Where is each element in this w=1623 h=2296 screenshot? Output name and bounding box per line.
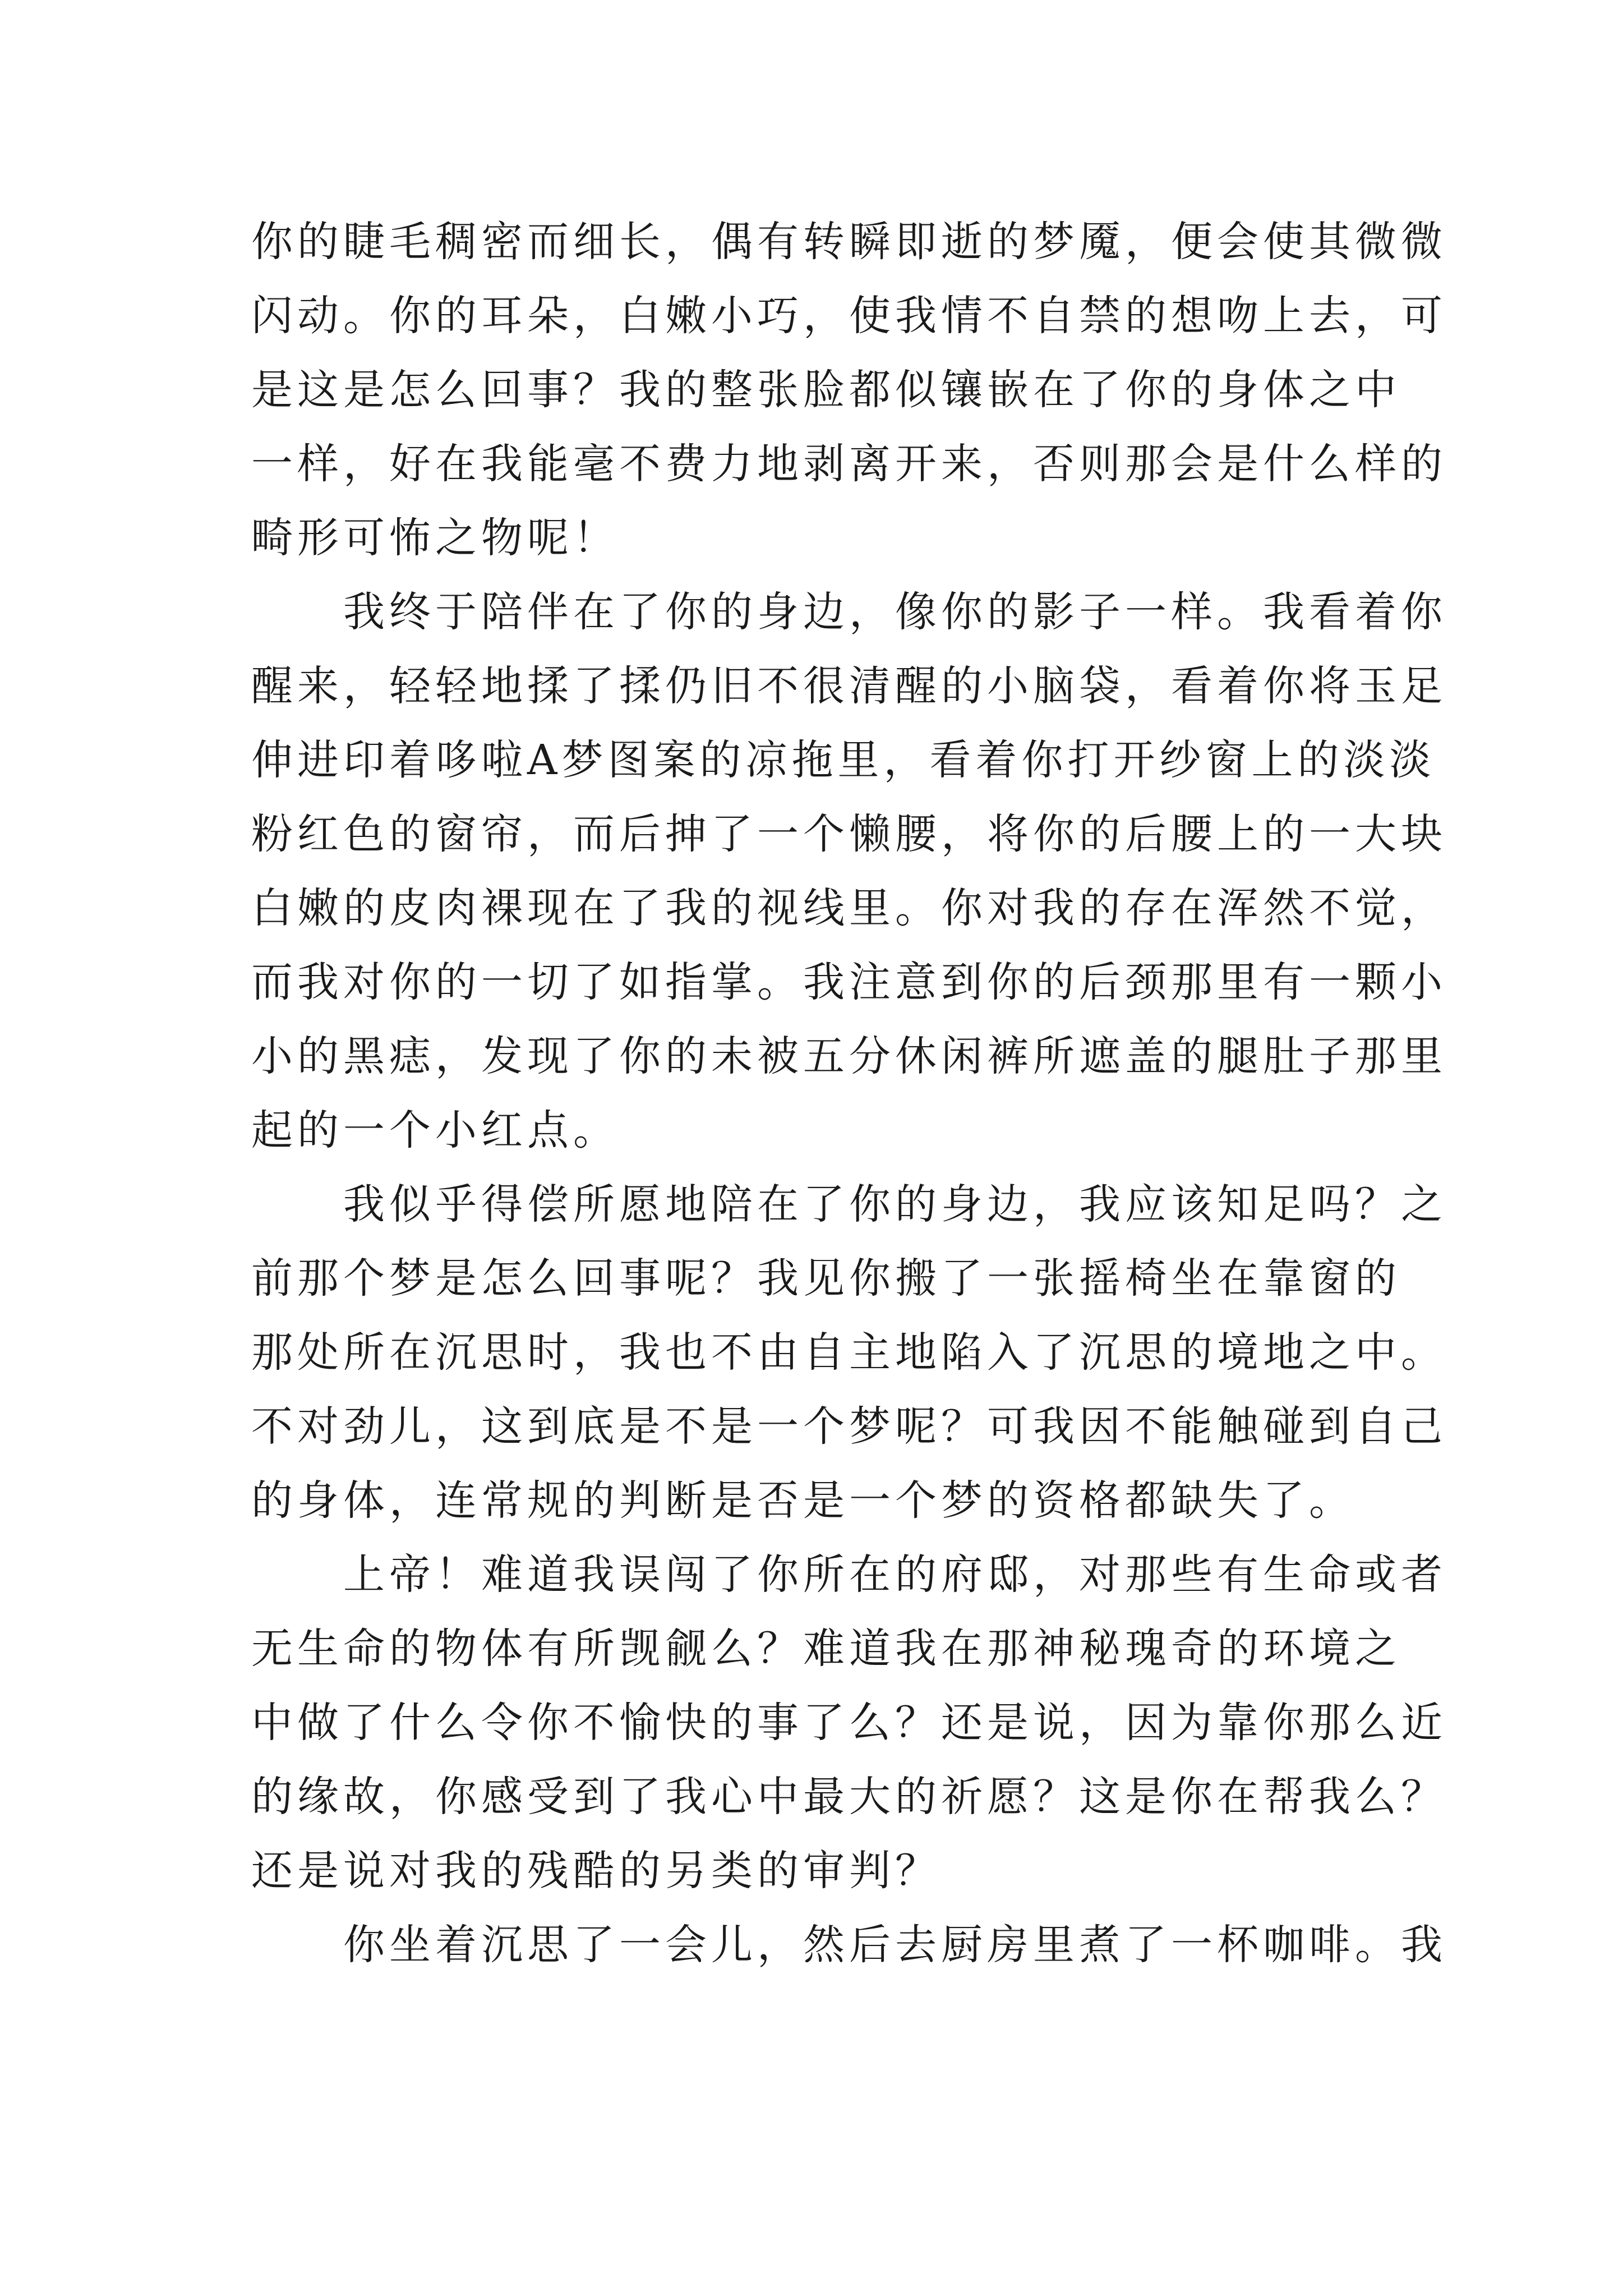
- text-line: 你的睫毛稠密而细长，偶有转瞬即逝的梦魇，便会使其微微: [251, 218, 1447, 266]
- text-line: 无生命的物体有所觊觎么？难道我在那神秘瑰奇的环境之: [251, 1625, 1401, 1673]
- text-line: 中做了什么令你不愉快的事了么？还是说，因为靠你那么近: [251, 1699, 1447, 1747]
- text-line: 伸进印着哆啦A梦图案的凉拖里，看着你打开纱窗上的淡淡: [251, 736, 1436, 784]
- text-line: 起的一个小红点。: [251, 1106, 619, 1154]
- text-line: 一样，好在我能毫不费力地剥离开来，否则那会是什么样的: [251, 440, 1447, 488]
- text-line: 还是说对我的残酷的另类的审判？: [251, 1847, 941, 1895]
- text-line: 那处所在沉思时，我也不由自主地陷入了沉思的境地之中。: [251, 1328, 1447, 1377]
- text-line: 不对劲儿，这到底是不是一个梦呢？可我因不能触碰到自己: [251, 1402, 1447, 1451]
- text-line: 的身体，连常规的判断是否是一个梦的资格都缺失了。: [251, 1476, 1355, 1525]
- text-line: 粉红色的窗帘，而后抻了一个懒腰，将你的后腰上的一大块: [251, 810, 1447, 858]
- text-line: 畸形可怖之物呢！: [251, 514, 619, 562]
- text-line: 上帝！难道我误闯了你所在的府邸，对那些有生命或者: [251, 1550, 1447, 1599]
- text-line: 你坐着沉思了一会儿，然后去厨房里煮了一杯咖啡。我: [251, 1921, 1447, 1969]
- text-line: 白嫩的皮肉裸现在了我的视线里。你对我的存在浑然不觉，: [251, 884, 1447, 932]
- text-line: 闪动。你的耳朵，白嫩小巧，使我情不自禁的想吻上去，可: [251, 292, 1447, 340]
- text-line: 是这是怎么回事？我的整张脸都似镶嵌在了你的身体之中: [251, 366, 1401, 414]
- body-text: [251, 205, 1447, 1982]
- text-line: 的缘故，你感受到了我心中最大的祈愿？这是你在帮我么？: [251, 1773, 1447, 1821]
- text-line: 我终于陪伴在了你的身边，像你的影子一样。我看着你: [251, 588, 1447, 636]
- text-line: 我似乎得偿所愿地陪在了你的身边，我应该知足吗？之: [251, 1180, 1447, 1228]
- text-line: 醒来，轻轻地揉了揉仍旧不很清醒的小脑袋，看着你将玉足: [251, 662, 1447, 710]
- text-line: 而我对你的一切了如指掌。我注意到你的后颈那里有一颗小: [251, 958, 1447, 1006]
- text-line: 小的黑痣，发现了你的未被五分休闲裤所遮盖的腿肚子那里: [251, 1032, 1447, 1080]
- text-line: 前那个梦是怎么回事呢？我见你搬了一张摇椅坐在靠窗的: [251, 1254, 1401, 1303]
